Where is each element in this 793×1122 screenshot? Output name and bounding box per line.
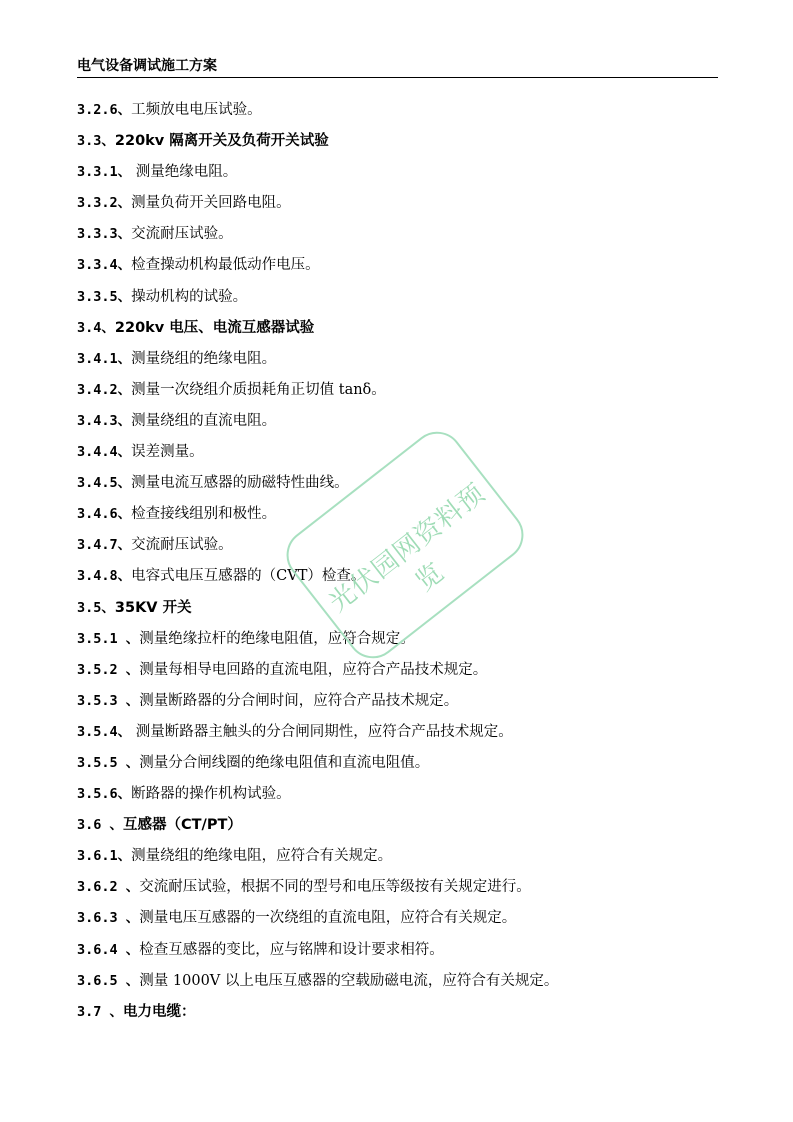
item-text: 交流耐压试验。 <box>131 537 233 554</box>
list-item <box>77 410 718 441</box>
item-number: 3.4.5、 <box>77 475 132 492</box>
section-heading <box>77 130 718 161</box>
item-number: 3.6.4 、 <box>77 941 140 958</box>
item-number: 3.4.6、 <box>77 506 132 523</box>
list-item <box>77 379 718 410</box>
item-number: 3.5.2 、 <box>77 661 140 678</box>
item-text: 断路器的操作机构试验。 <box>131 786 291 803</box>
item-text: 35KV 开关 <box>114 599 192 616</box>
item-text: 测量 1000V 以上电压互感器的空载励磁电流，应符合有关规定。 <box>139 972 559 989</box>
list-item <box>77 876 718 907</box>
list-item <box>77 161 718 192</box>
item-text: 测量分合闸线圈的绝缘电阻值和直流电阻值。 <box>139 754 430 771</box>
list-item <box>77 783 718 814</box>
header-divider <box>77 77 718 78</box>
item-text: 电力电缆： <box>123 1003 196 1020</box>
item-number: 3.4.2、 <box>77 381 132 398</box>
item-number: 3.2.6、 <box>77 102 132 118</box>
item-text: 测量绕组的绝缘电阻，应符合有关规定。 <box>131 848 393 865</box>
item-number: 3.6 、 <box>77 817 124 834</box>
page-header-title: 电气设备调试施工方案 <box>77 58 217 74</box>
item-text: 测量一次绕组介质损耗角正切值 tanδ。 <box>131 381 386 398</box>
section-heading <box>77 317 718 348</box>
watermark-text: 光伏园网资料预览 <box>323 478 492 619</box>
item-number: 3.4.3、 <box>77 412 132 429</box>
item-number: 3.7 、 <box>77 1003 124 1020</box>
item-text: 测量绝缘电阻。 <box>131 164 238 181</box>
item-number: 3.5.3 、 <box>77 692 140 709</box>
item-number: 3.6.5 、 <box>77 972 140 989</box>
item-text: 误差测量。 <box>131 444 204 461</box>
section-heading <box>77 814 718 845</box>
item-number: 3.5.1 、 <box>77 630 140 647</box>
list-item <box>77 907 718 938</box>
item-number: 3.5.6、 <box>77 786 132 803</box>
list-item <box>77 254 718 285</box>
item-text: 互感器（CT/PT） <box>123 817 242 834</box>
item-number: 3.4.8、 <box>77 568 132 585</box>
item-number: 3.3.5、 <box>77 288 132 305</box>
item-number: 3.4.7、 <box>77 537 132 554</box>
item-text: 测量断路器的分合闸时间，应符合产品技术规定。 <box>139 692 459 709</box>
item-text: 工频放电电压试验。 <box>131 102 262 118</box>
list-item <box>77 845 718 876</box>
item-text: 测量绕组的直流电阻。 <box>131 412 277 429</box>
item-text: 220kv 电压、电流互感器试验 <box>114 319 315 336</box>
list-item <box>77 286 718 317</box>
item-number: 3.3.4、 <box>77 257 132 274</box>
item-number: 3.3.2、 <box>77 195 132 212</box>
item-number: 3.5、 <box>77 599 115 616</box>
item-number: 3.3.1、 <box>77 164 132 181</box>
list-item <box>77 939 718 970</box>
list-item <box>77 99 718 130</box>
item-number: 3.3、 <box>77 133 115 150</box>
list-item <box>77 223 718 254</box>
list-item <box>77 970 718 1001</box>
item-number: 3.4、 <box>77 319 115 336</box>
item-text: 测量绝缘拉杆的绝缘电阻值，应符合规定。 <box>139 630 415 647</box>
item-text: 电容式电压互感器的（CVT）检查。 <box>131 568 366 585</box>
item-number: 3.6.3 、 <box>77 910 140 927</box>
item-text: 检查互感器的变比，应与铭牌和设计要求相符。 <box>139 941 444 958</box>
item-text: 检查操动机构最低动作电压。 <box>131 257 320 274</box>
item-text: 交流耐压试验。 <box>131 226 233 243</box>
item-text: 测量绕组的绝缘电阻。 <box>131 350 277 367</box>
section-heading <box>77 1001 718 1032</box>
item-text: 测量电流互感器的励磁特性曲线。 <box>131 475 349 492</box>
item-number: 3.6.2 、 <box>77 879 140 896</box>
list-item <box>77 192 718 223</box>
item-number: 3.4.4、 <box>77 444 132 461</box>
item-text: 交流耐压试验，根据不同的型号和电压等级按有关规定进行。 <box>139 879 531 896</box>
item-text: 测量负荷开关回路电阻。 <box>131 195 291 212</box>
item-text: 测量电压互感器的一次绕组的直流电阻，应符合有关规定。 <box>139 910 517 927</box>
item-text: 220kv 隔离开关及负荷开关试验 <box>114 133 329 150</box>
item-number: 3.4.1、 <box>77 350 132 367</box>
item-text: 测量断路器主触头的分合闸同期性，应符合产品技术规定。 <box>131 723 513 740</box>
list-item <box>77 721 718 752</box>
item-number: 3.3.3、 <box>77 226 132 243</box>
item-number: 3.6.1、 <box>77 848 132 865</box>
list-item <box>77 659 718 690</box>
list-item <box>77 690 718 721</box>
list-item <box>77 348 718 379</box>
item-number: 3.5.5 、 <box>77 754 140 771</box>
item-text: 测量每相导电回路的直流电阻，应符合产品技术规定。 <box>139 661 488 678</box>
list-item <box>77 752 718 783</box>
item-text: 检查接线组别和极性。 <box>131 506 277 523</box>
item-text: 操动机构的试验。 <box>131 288 248 305</box>
item-number: 3.5.4、 <box>77 723 132 740</box>
